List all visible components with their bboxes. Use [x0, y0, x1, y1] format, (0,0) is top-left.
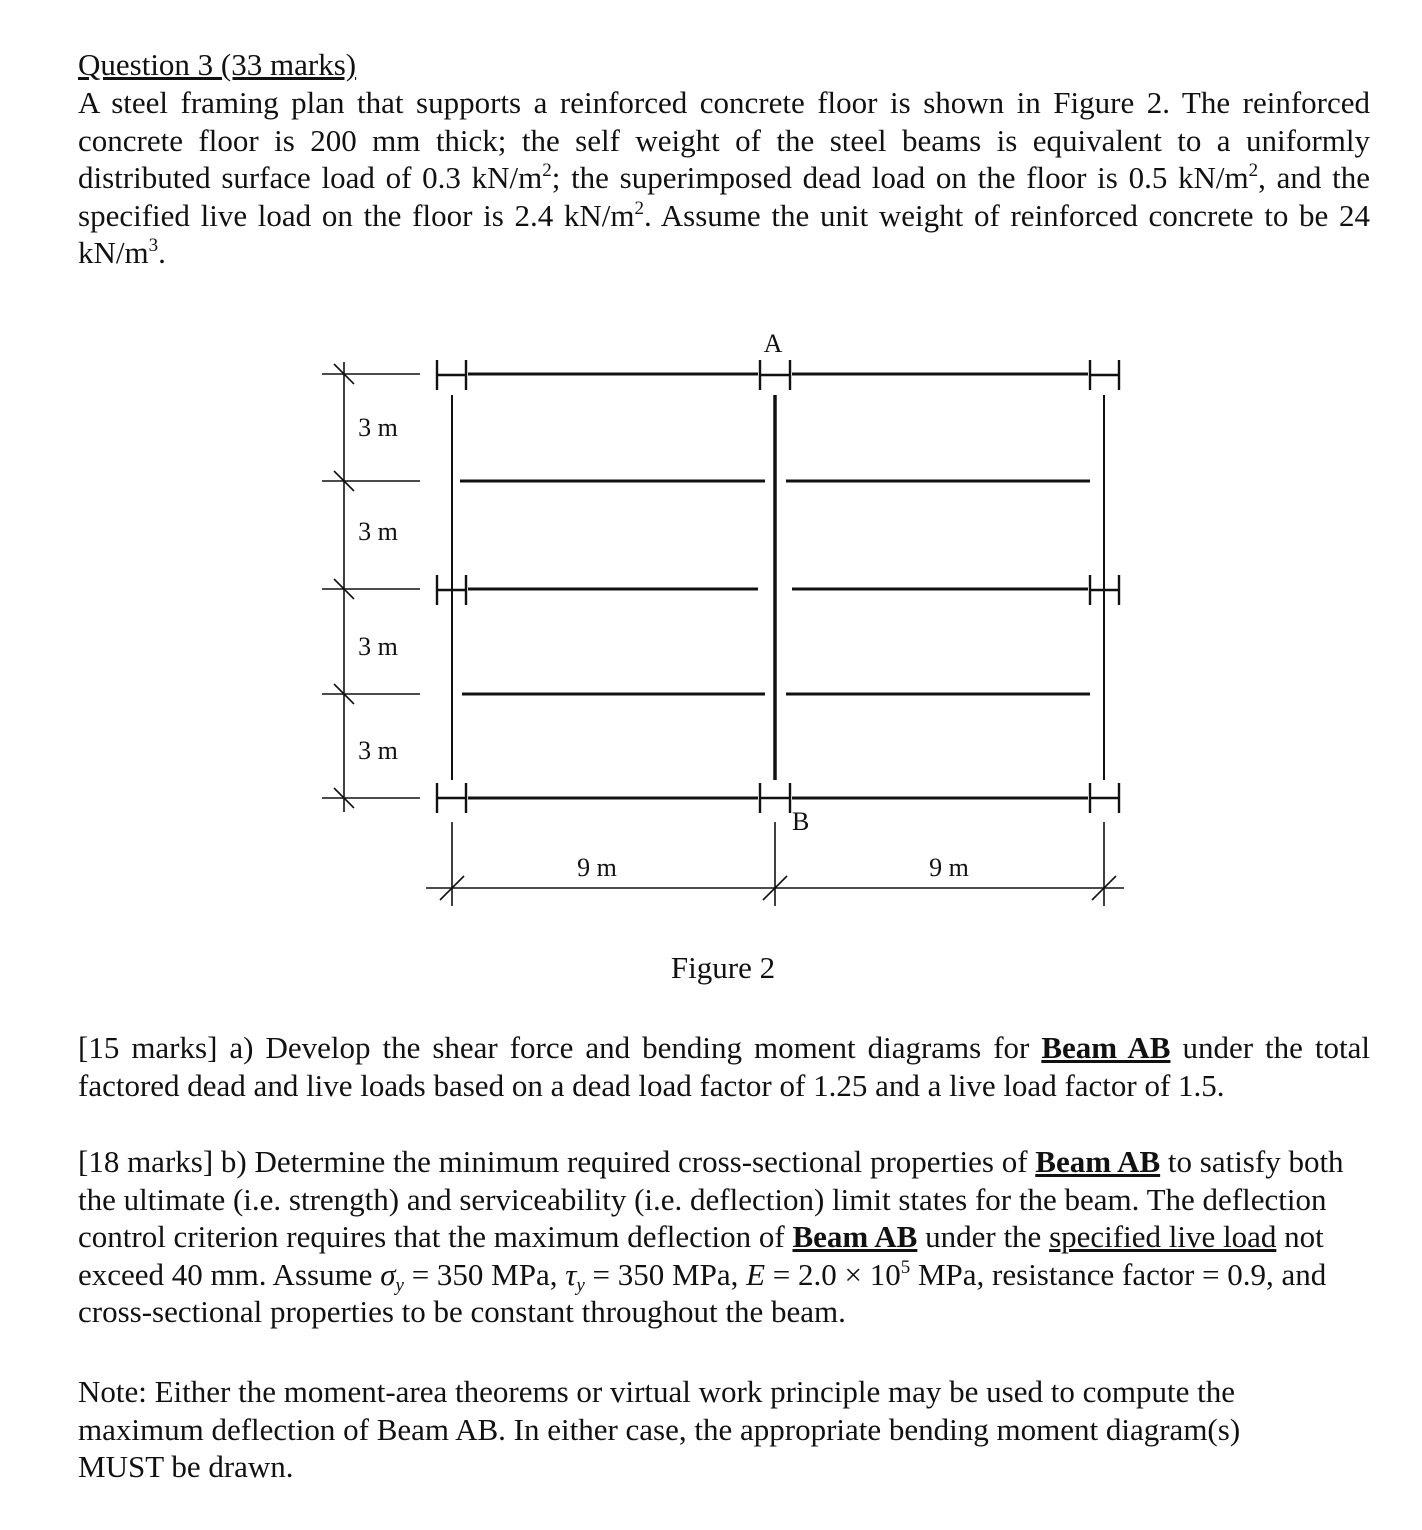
beam-ab-bold: Beam AB — [1041, 1030, 1171, 1065]
label-b: B — [792, 807, 810, 836]
column-symbols — [437, 360, 1119, 813]
part-a-text: [15 marks] a) Develop the shear force and bending moment diagrams for Beam AB under the total factored dead and live loads based on a dead load factor of 1.25 and a live load factor of 1.5. — [78, 1030, 1370, 1103]
column-h-1 — [437, 360, 466, 390]
specified-live-load: specified live load — [1049, 1219, 1277, 1254]
beam-ab-bold: Beam AB — [1035, 1144, 1161, 1179]
part-b-text: [18 marks] b) Determine the minimum required cross-sectional properties of Beam AB to satisfy both the ultimate (i.e. strength) and serviceability (i.e. deflection) limit states for the beam. The deflection control criterion requires that the maximum deflection of Beam AB under the specified live load not exceed 40 mm. Assume $\sigma_y = 350$ MPa, $\tau_y = 350$ MPa, $E = 2.0 \times 10^5$ MPa, resistance factor = 0.9, and cross-sectional properties to be constant throughout the beam. — [78, 1144, 1344, 1329]
spacing-label-2: 3 m — [358, 517, 398, 546]
span-label-2: 9 m — [929, 853, 969, 882]
note-text: Note: Either the moment-area theorems or virtual work principle may be used to compute the maximum deflection of Beam AB. In either case, the appropriate bending moment diagram(s) MUST be drawn. — [78, 1374, 1241, 1484]
column-h-7 — [760, 783, 790, 813]
label-a: A — [763, 329, 783, 358]
figure-caption: Figure 2 — [670, 950, 776, 985]
question-intro: A steel framing plan that supports a reinforced concrete floor is shown in Figure 2. The reinforced concrete floor is 200 mm thick; the self weight of the steel beams is equivalent to a uniformly distributed surface load of 0.3 $kN/m^2$; the superimposed dead load on the floor is 0.5 $kN/m^2$, and the specified live load on the floor is 2.4 $kN/m^2$. Assume the unit weight of reinforced concrete to be 24 $kN/m^3$. — [78, 85, 1370, 270]
span-label-1: 9 m — [577, 853, 617, 882]
question-title: Question 3 (33 marks) — [78, 47, 357, 82]
column-h-2 — [760, 360, 790, 390]
beam-ab-bold: Beam AB — [792, 1219, 918, 1254]
column-h-6 — [437, 783, 466, 813]
column-h-3 — [1090, 360, 1119, 390]
column-h-8 — [1090, 783, 1119, 813]
spacing-label-4: 3 m — [358, 736, 398, 765]
spacing-label-1: 3 m — [358, 413, 398, 442]
bottom-dimension-ticks — [440, 822, 1116, 906]
spacing-label-3: 3 m — [358, 632, 398, 661]
